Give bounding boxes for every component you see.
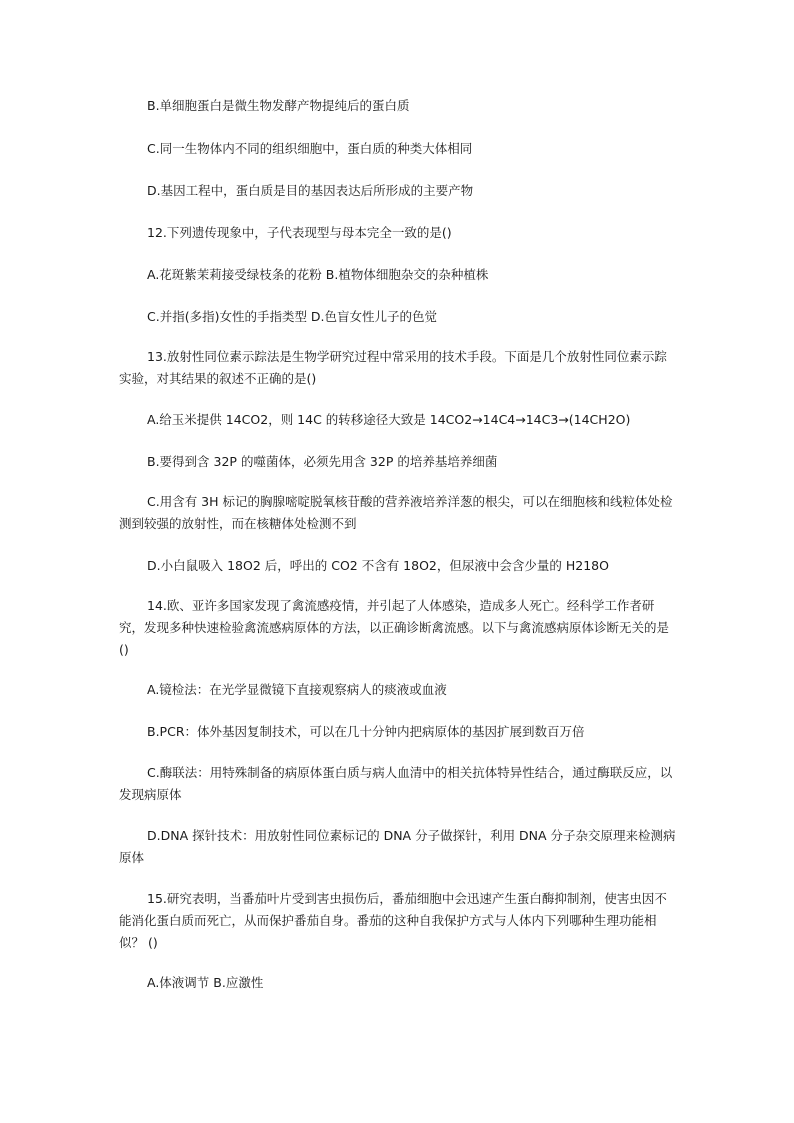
paragraph-q14-option-c: C.酶联法：用特殊制备的病原体蛋白质与病人血清中的相关抗体特异性结合，通过酶联反应，以发现病原体 xyxy=(119,765,673,802)
paragraph-q13-option-c: C.用含有 3H 标记的胸腺嘧啶脱氧核苷酸的营养液培养洋葱的根尖，可以在细胞核和线粒体处检测到较强的放射性，而在核糖体处检测不到 xyxy=(119,494,673,531)
paragraph-q14-option-d: D.DNA 探针技术：用放射性同位素标记的 DNA 分子做探针，利用 DNA 分子杂交原理来检测病原体 xyxy=(119,828,676,865)
paragraph-question-13: 13.放射性同位素示踪法是生物学研究过程中常采用的技术手段。下面是几个放射性同位素示踪实验，对其结果的叙述不正确的是() xyxy=(119,349,667,386)
paragraph-q12-options-ab: A.花斑紫茉莉接受绿枝条的花粉 B.植物体细胞杂交的杂种植株 xyxy=(147,267,489,282)
paragraph-q14-option-b: B.PCR：体外基因复制技术，可以在几十分钟内把病原体的基因扩展到数百万倍 xyxy=(147,724,585,739)
paragraph-option-d: D.基因工程中，蛋白质是目的基因表达后所形成的主要产物 xyxy=(147,183,474,198)
paragraph-option-b: B.单细胞蛋白是微生物发酵产物提纯后的蛋白质 xyxy=(147,98,410,113)
paragraph-question-12: 12.下列遗传现象中，子代表现型与母本完全一致的是() xyxy=(147,225,452,240)
paragraph-question-14: 14.欧、亚许多国家发现了禽流感疫情，并引起了人体感染，造成多人死亡。经科学工作者研究，发现多种快速检验禽流感病原体的方法，以正确诊断禽流感。以下与禽流感病原体诊断无关的是 () xyxy=(119,598,670,657)
paragraph-q13-option-b: B.要得到含 32P 的噬菌体，必须先用含 32P 的培养基培养细菌 xyxy=(147,454,498,469)
paragraph-question-15: 15.研究表明，当番茄叶片受到害虫损伤后，番茄细胞中会迅速产生蛋白酶抑制剂，使害虫因不能消化蛋白质而死亡，从而保护番茄自身。番茄的这种自我保护方式与人体内下列哪种生理功能相似？ () xyxy=(119,891,667,950)
paragraph-q14-option-a: A.镜检法：在光学显微镜下直接观察病人的痰液或血液 xyxy=(147,682,447,697)
paragraph-q12-options-cd: C.并指(多指)女性的手指类型 D.色盲女性儿子的色觉 xyxy=(147,309,438,324)
paragraph-option-c: C.同一生物体内不同的组织细胞中，蛋白质的种类大体相同 xyxy=(147,141,473,156)
paragraph-q15-options-ab: A.体液调节 B.应激性 xyxy=(147,975,264,990)
paragraph-q13-option-d: D.小白鼠吸入 18O2 后，呼出的 CO2 不含有 18O2，但尿液中会含少量的 H218O xyxy=(147,558,609,573)
paragraph-q13-option-a: A.给玉米提供 14CO2，则 14C 的转移途径大致是 14CO2→14C4→14C3→(14CH2O) xyxy=(147,412,631,427)
